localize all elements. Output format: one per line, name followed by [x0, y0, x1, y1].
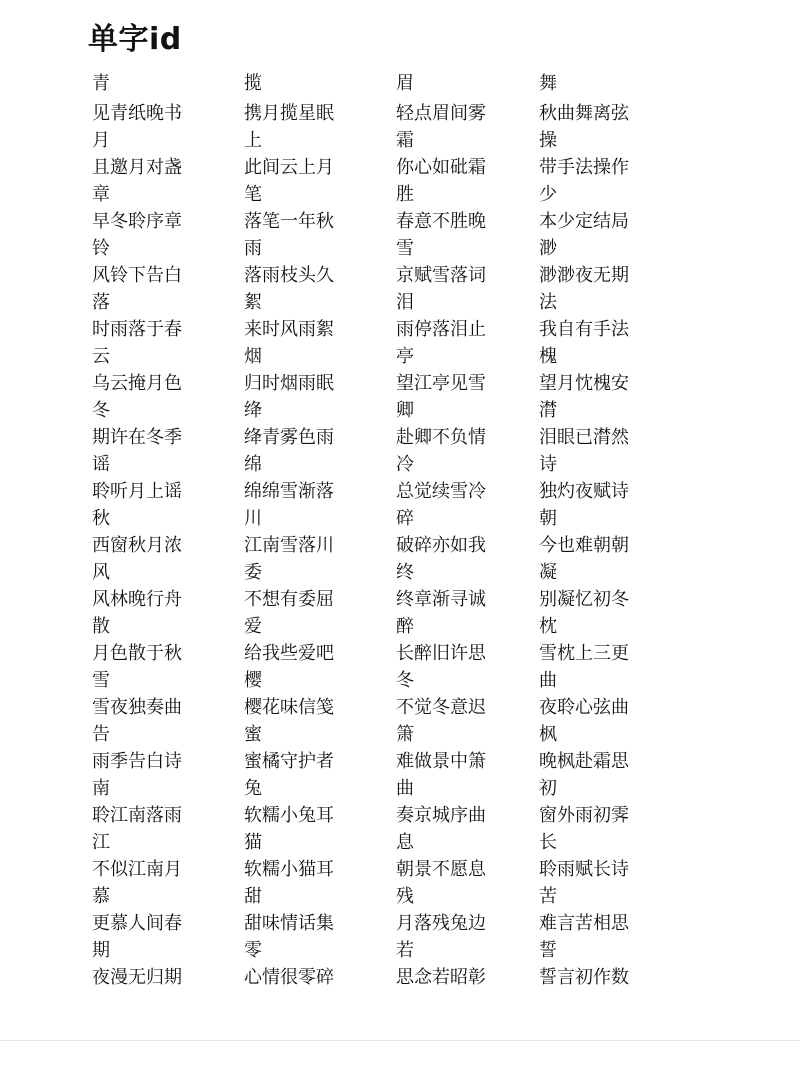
word-entry: 独灼夜赋诗朝 — [539, 481, 629, 529]
word-entry: 奏京城序曲息 — [396, 805, 486, 853]
word-entry: 夜聆心弦曲枫 — [539, 697, 629, 745]
word-entry: 甜味情话集零 — [244, 913, 334, 961]
word-entry: 月色散于秋雪 — [92, 643, 182, 691]
word-entry: 月落残兔边若 — [396, 913, 486, 961]
word-entry: 轻点眉间雾霜 — [396, 103, 486, 151]
word-entry: 不觉冬意迟箫 — [396, 697, 486, 745]
word-entry: 风林晚行舟散 — [92, 589, 182, 637]
word-entry: 望江亭见雪卿 — [396, 373, 486, 421]
word-entry: 归时烟雨眠绛 — [244, 373, 334, 421]
word-column-2 — [244, 70, 354, 994]
word-entry: 且邀月对盏章 — [92, 157, 182, 205]
word-entry: 落雨枝头久絮 — [244, 265, 334, 313]
word-entry: 窗外雨初霁长 — [539, 805, 629, 853]
word-entry: 春意不胜晚雪 — [396, 211, 486, 259]
word-entry: 此间云上月笔 — [244, 157, 334, 205]
column-head-char: 眉 — [396, 73, 414, 94]
word-entry: 绛青雾色雨绵 — [244, 427, 334, 475]
word-column-4 — [539, 70, 649, 994]
word-entry: 蜜橘守护者兔 — [244, 751, 334, 799]
word-entry: 期许在冬季谣 — [92, 427, 182, 475]
word-entry: 樱花味信笺蜜 — [244, 697, 334, 745]
word-entry: 别凝忆初冬枕 — [539, 589, 629, 637]
word-entry: 来时风雨絮烟 — [244, 319, 334, 367]
page-title: 单字id — [88, 22, 182, 57]
word-entry: 雨停落泪止亭 — [396, 319, 486, 367]
word-entry: 朝景不愿息残 — [396, 859, 486, 907]
word-entry: 总觉续雪冷碎 — [396, 481, 486, 529]
word-entry: 难言苦相思誓 — [539, 913, 629, 961]
word-entry: 聆听月上谣秋 — [92, 481, 182, 529]
word-entry: 绵绵雪渐落川 — [244, 481, 334, 529]
word-entry: 带手法操作少 — [539, 157, 629, 205]
column-head-char: 舞 — [539, 73, 557, 94]
word-entry: 泪眼已潸然诗 — [539, 427, 629, 475]
column-head-char: 青 — [92, 73, 110, 94]
word-entry: 本少定结局渺 — [539, 211, 629, 259]
word-entry: 软糯小兔耳猫 — [244, 805, 334, 853]
word-entry: 见青纸晚书月 — [92, 103, 182, 151]
word-entry: 雪夜独奏曲告 — [92, 697, 182, 745]
word-entry: 晚枫赴霜思初 — [539, 751, 629, 799]
word-entry: 赴卿不负情冷 — [396, 427, 486, 475]
column-head-char: 揽 — [244, 73, 262, 94]
word-entry: 不似江南月慕 — [92, 859, 182, 907]
word-entry: 西窗秋月浓风 — [92, 535, 182, 583]
word-entry: 誓言初作数 — [539, 967, 629, 988]
word-column-1 — [92, 70, 202, 994]
word-entry: 秋曲舞离弦操 — [539, 103, 629, 151]
word-entry: 难做景中箫曲 — [396, 751, 486, 799]
word-entry: 聆江南落雨江 — [92, 805, 182, 853]
word-entry: 望月忱槐安潸 — [539, 373, 629, 421]
word-entry: 雪枕上三更曲 — [539, 643, 629, 691]
word-entry: 风铃下告白落 — [92, 265, 182, 313]
word-entry: 江南雪落川委 — [244, 535, 334, 583]
word-entry: 渺渺夜无期法 — [539, 265, 629, 313]
word-entry: 乌云掩月色冬 — [92, 373, 182, 421]
word-column-3 — [396, 70, 506, 994]
word-entry: 破碎亦如我终 — [396, 535, 486, 583]
word-entry: 心情很零碎 — [244, 967, 334, 988]
word-entry: 雨季告白诗南 — [92, 751, 182, 799]
word-entry: 京赋雪落词泪 — [396, 265, 486, 313]
bottom-divider — [0, 1040, 800, 1041]
word-entry: 思念若昭彰 — [396, 967, 486, 988]
word-entry: 今也难朝朝凝 — [539, 535, 629, 583]
word-entry: 夜漫无归期 — [92, 967, 182, 988]
word-entry: 早冬聆序章铃 — [92, 211, 182, 259]
word-entry: 软糯小猫耳甜 — [244, 859, 334, 907]
word-entry: 携月揽星眠上 — [244, 103, 334, 151]
word-entry: 长醉旧许思冬 — [396, 643, 486, 691]
word-entry: 给我些爱吧樱 — [244, 643, 334, 691]
word-entry: 终章渐寻诚醉 — [396, 589, 486, 637]
word-entry: 不想有委屈爱 — [244, 589, 334, 637]
word-entry: 聆雨赋长诗苦 — [539, 859, 629, 907]
word-entry: 你心如砒霜胜 — [396, 157, 486, 205]
word-entry: 时雨落于春云 — [92, 319, 182, 367]
word-entry: 我自有手法槐 — [539, 319, 629, 367]
word-entry: 更慕人间春期 — [92, 913, 182, 961]
word-entry: 落笔一年秋雨 — [244, 211, 334, 259]
